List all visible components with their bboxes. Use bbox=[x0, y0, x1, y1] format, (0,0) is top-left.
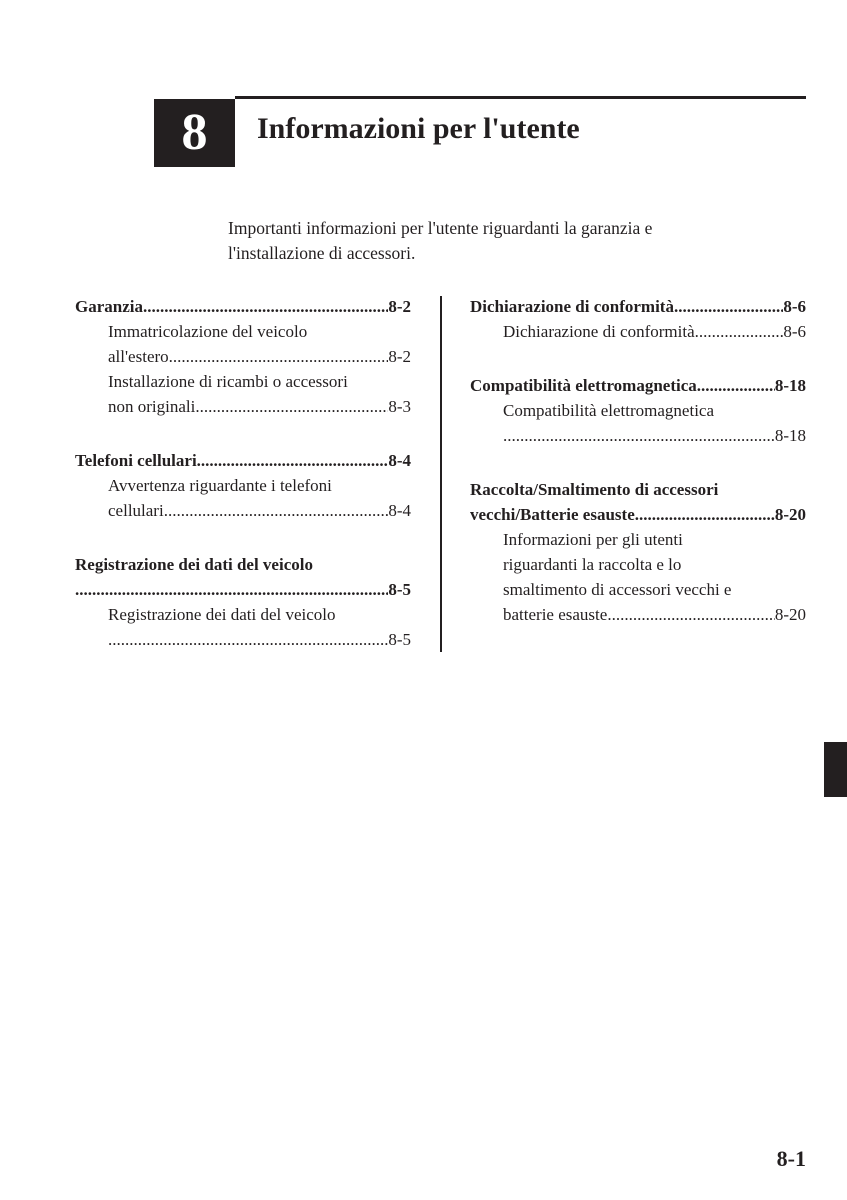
toc-sub-row[interactable] bbox=[75, 344, 411, 369]
toc-sub-label[interactable]: Immatricolazione del veicolo bbox=[108, 322, 308, 341]
toc-sub-row[interactable] bbox=[470, 423, 806, 448]
page-number: 8-1 bbox=[776, 1146, 806, 1171]
chapter-title: Informazioni per l'utente bbox=[257, 112, 580, 145]
toc-sub-row[interactable] bbox=[470, 602, 806, 627]
toc-sub-label[interactable]: Informazioni per gli utenti bbox=[503, 530, 683, 549]
toc-page-ref: 8-5 bbox=[388, 630, 411, 649]
title-rule bbox=[235, 96, 806, 99]
toc-entry-dichiarazione bbox=[470, 294, 806, 344]
intro-text bbox=[228, 216, 788, 266]
toc-page-ref: 8-18 bbox=[774, 426, 806, 445]
toc-heading-row[interactable] bbox=[470, 373, 806, 398]
dot-leader bbox=[503, 423, 775, 448]
dot-leader bbox=[697, 373, 775, 398]
toc-entry-telefoni bbox=[75, 448, 411, 523]
intro-line: l'installazione di accessori. bbox=[228, 243, 416, 263]
toc-sub-label[interactable]: Installazione di ricambi o accessori bbox=[108, 372, 348, 391]
toc-sub-row[interactable] bbox=[470, 319, 806, 344]
dot-leader bbox=[695, 319, 784, 344]
toc-entry-raccolta bbox=[470, 477, 806, 627]
chapter-number: 8 bbox=[181, 104, 208, 161]
dot-leader bbox=[164, 498, 389, 523]
dot-leader bbox=[607, 602, 775, 627]
toc-sub-label: batterie esauste bbox=[503, 605, 608, 624]
toc-page-ref: 8-2 bbox=[388, 297, 411, 316]
toc-heading-label: vecchi/Batterie esauste bbox=[470, 505, 635, 524]
toc-left-column bbox=[75, 294, 411, 681]
toc-page-ref: 8-4 bbox=[388, 451, 411, 470]
toc-sub-row[interactable] bbox=[75, 498, 411, 523]
dot-leader bbox=[635, 502, 775, 527]
toc-heading-row[interactable] bbox=[75, 294, 411, 319]
toc-sub-row[interactable] bbox=[75, 394, 411, 419]
toc-right-column bbox=[470, 294, 806, 656]
toc-page-ref: 8-6 bbox=[783, 297, 806, 316]
toc-entry-registrazione bbox=[75, 552, 411, 652]
toc-sub-label[interactable]: Avvertenza riguardante i telefoni bbox=[108, 476, 332, 495]
toc-page-ref: 8-3 bbox=[388, 397, 411, 416]
toc-sub-label[interactable]: Compatibilità elettromagnetica bbox=[503, 401, 715, 420]
dot-leader bbox=[108, 627, 388, 652]
toc-heading-label: Telefoni cellulari bbox=[75, 451, 197, 470]
toc-heading-row[interactable] bbox=[75, 448, 411, 473]
toc-page-ref: 8-20 bbox=[774, 505, 806, 524]
intro-line: Importanti informazioni per l'utente riguardanti la garanzia e bbox=[228, 218, 653, 238]
toc-sub-label[interactable]: Registrazione dei dati del veicolo bbox=[108, 605, 336, 624]
dot-leader bbox=[195, 394, 388, 419]
toc-sub-label: all'estero bbox=[108, 347, 169, 366]
toc-heading-row[interactable] bbox=[470, 294, 806, 319]
dot-leader bbox=[75, 577, 388, 602]
toc-heading-row[interactable] bbox=[470, 502, 806, 527]
toc-heading-label[interactable]: Raccolta/Smaltimento di accessori bbox=[470, 480, 719, 499]
toc-page-ref: 8-18 bbox=[774, 376, 806, 395]
toc-page-ref: 8-6 bbox=[783, 322, 806, 341]
toc-sub-label: Dichiarazione di conformità bbox=[503, 322, 695, 341]
toc-entry-compatibilita bbox=[470, 373, 806, 448]
toc-heading-label: Dichiarazione di conformità bbox=[470, 297, 674, 316]
toc-sub-label[interactable]: smaltimento di accessori vecchi e bbox=[503, 580, 732, 599]
dot-leader bbox=[197, 448, 389, 473]
toc-heading-row[interactable] bbox=[75, 577, 411, 602]
toc-sub-row[interactable] bbox=[75, 627, 411, 652]
chapter-thumb-tab bbox=[824, 742, 847, 797]
toc-heading-label[interactable]: Registrazione dei dati del veicolo bbox=[75, 555, 313, 574]
toc-sub-label: non originali bbox=[108, 397, 196, 416]
column-divider bbox=[440, 296, 442, 652]
toc-page-ref: 8-2 bbox=[388, 347, 411, 366]
dot-leader bbox=[143, 294, 388, 319]
dot-leader bbox=[169, 344, 389, 369]
toc-page-ref: 8-20 bbox=[774, 605, 806, 624]
toc-sub-label[interactable]: riguardanti la raccolta e lo bbox=[503, 555, 682, 574]
chapter-number-box bbox=[154, 99, 235, 167]
dot-leader bbox=[674, 294, 783, 319]
toc-heading-label: Compatibilità elettromagnetica bbox=[470, 376, 697, 395]
toc-entry-garanzia bbox=[75, 294, 411, 419]
toc-page-ref: 8-5 bbox=[388, 580, 411, 599]
toc-sub-label: cellulari bbox=[108, 501, 164, 520]
toc-heading-label: Garanzia bbox=[75, 297, 143, 316]
toc-page-ref: 8-4 bbox=[388, 501, 411, 520]
